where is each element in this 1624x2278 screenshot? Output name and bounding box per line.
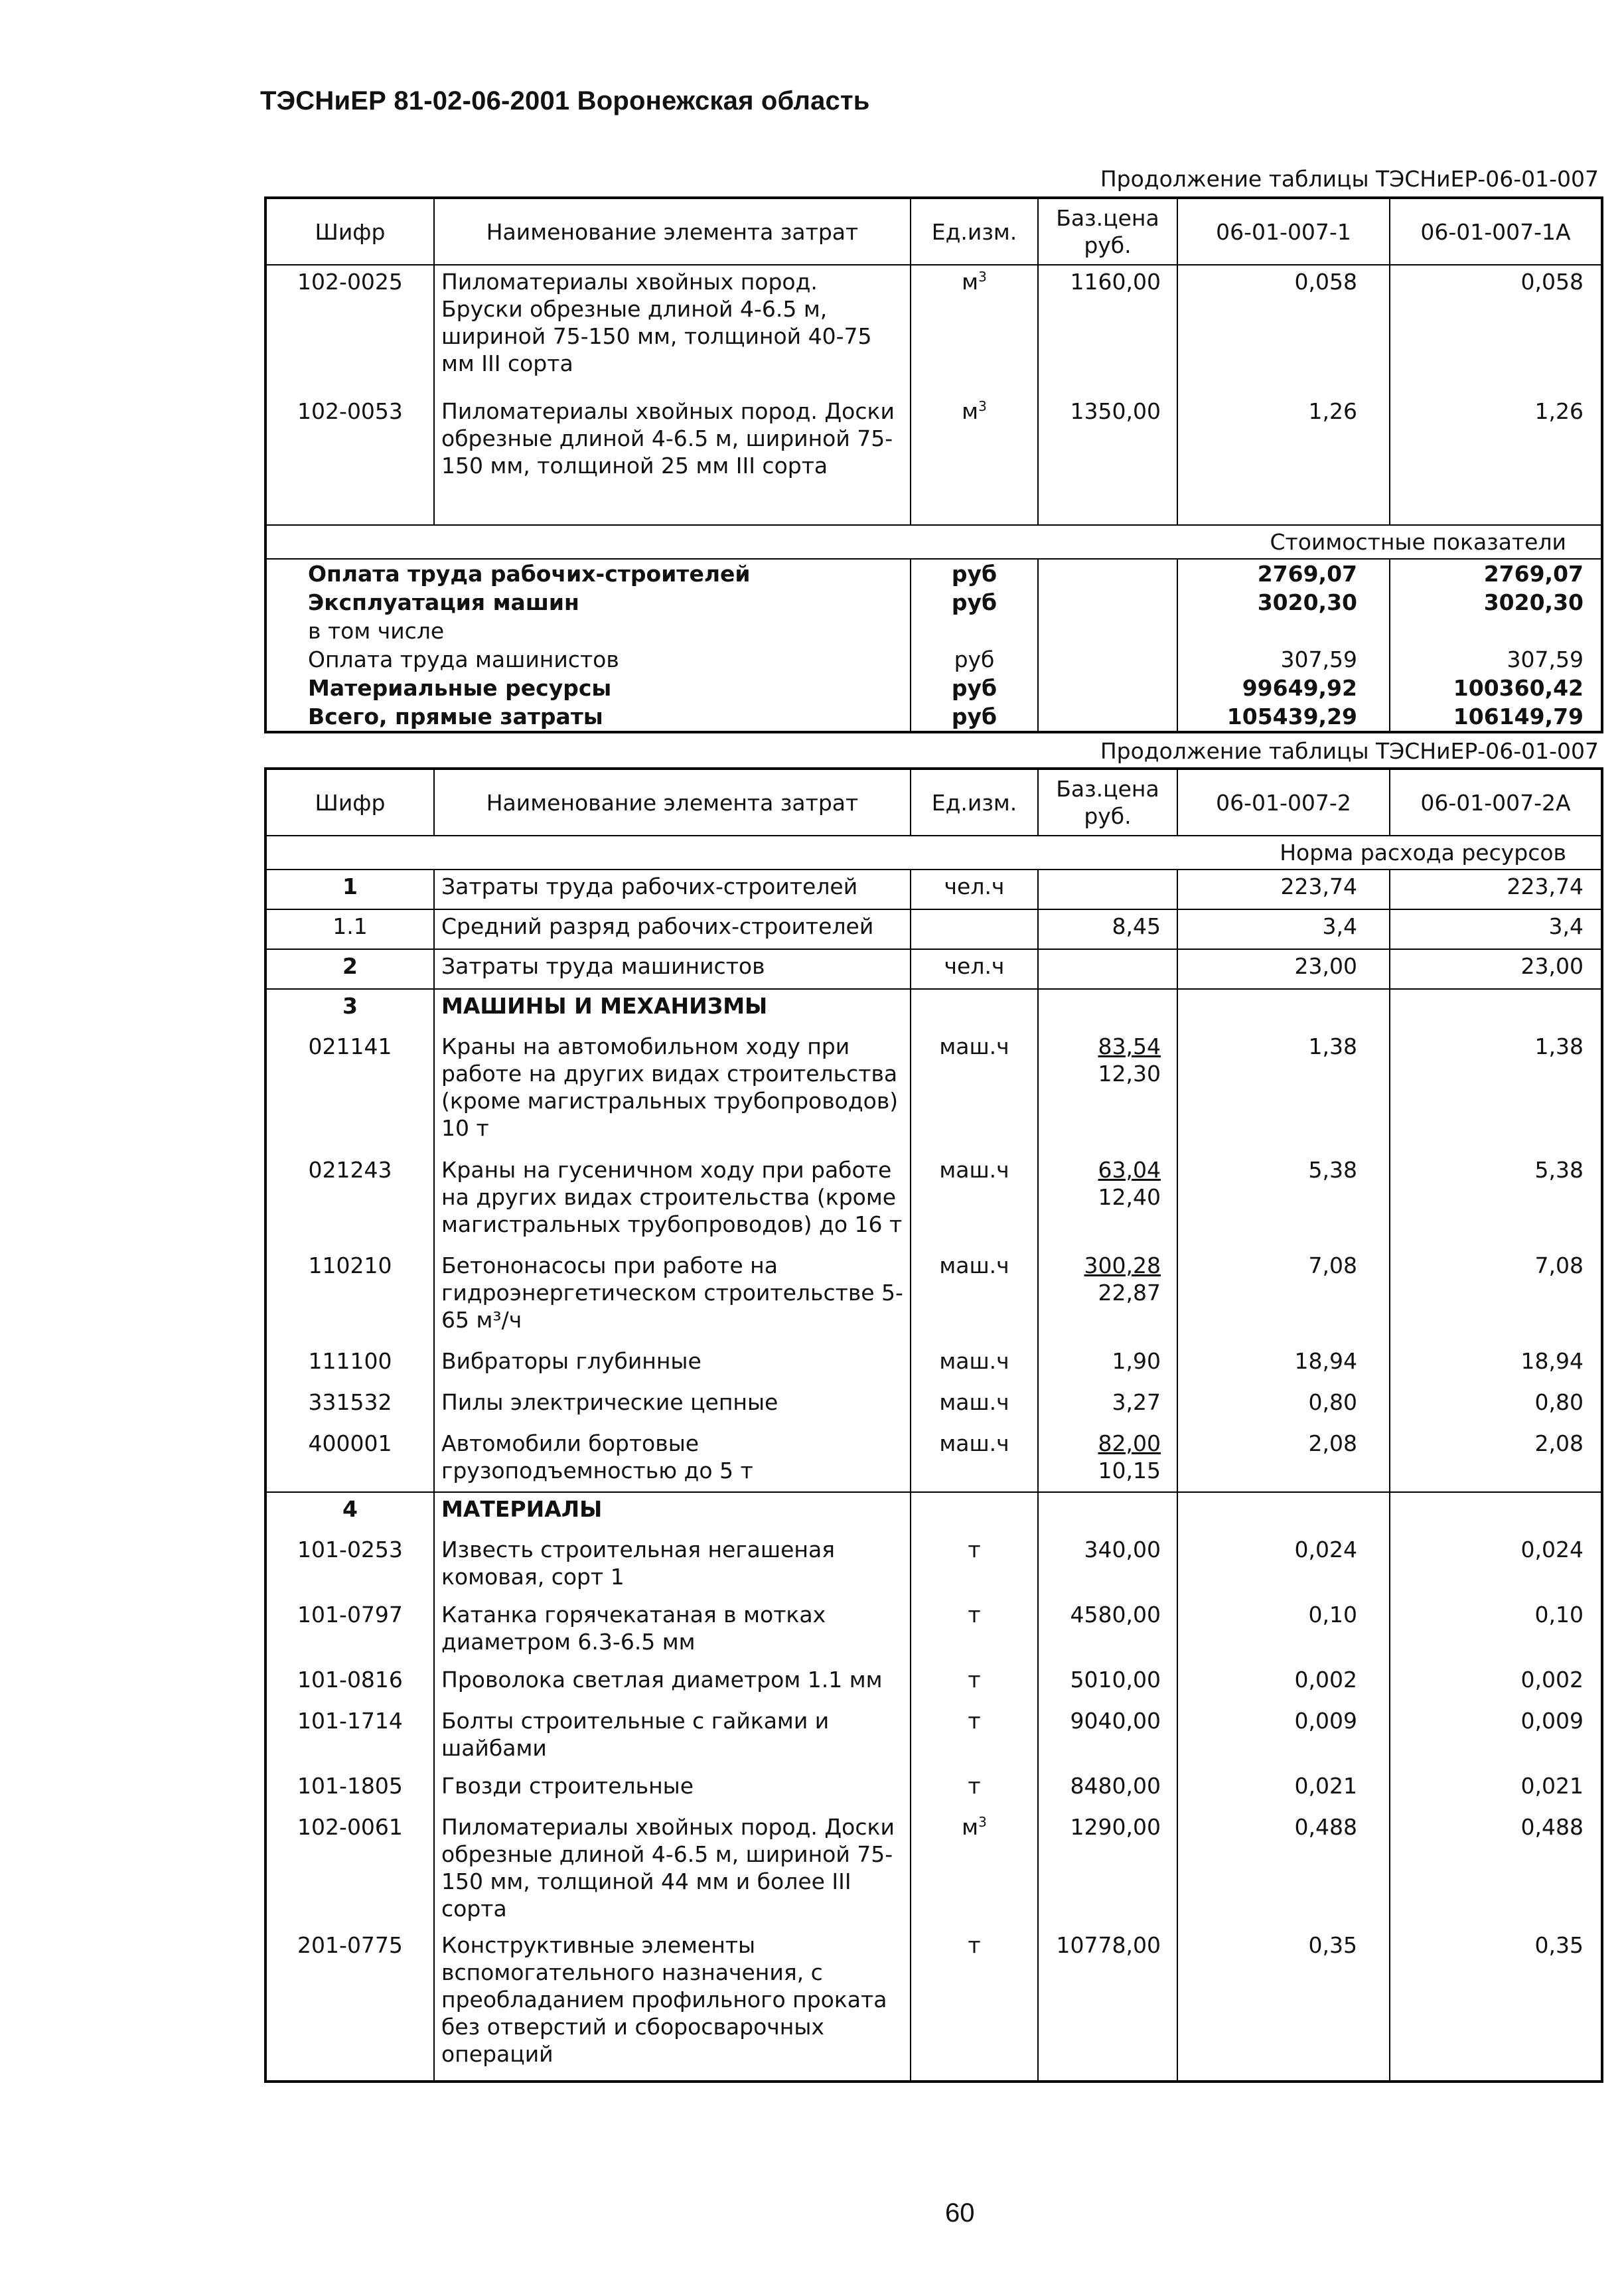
unit-exponent: 3 xyxy=(978,269,987,285)
unit-exponent: 3 xyxy=(978,1814,987,1830)
row-price: 8480,00 xyxy=(1038,1770,1177,1811)
row-value-2: 223,74 xyxy=(1390,870,1602,909)
row-value-2: 0,488 xyxy=(1520,1814,1584,1840)
summary-row xyxy=(265,617,1602,645)
summary-price xyxy=(1038,645,1177,674)
row-unit: маш.ч xyxy=(911,1386,1038,1427)
table-row xyxy=(265,909,1602,949)
row-name: МАШИНЫ И МЕХАНИЗМЫ xyxy=(434,989,911,1030)
row-code: 400001 xyxy=(265,1427,434,1492)
price-operator-wage: 12,40 xyxy=(1098,1184,1161,1210)
row-price: 8,45 xyxy=(1038,909,1177,949)
row-code: 102-0061 xyxy=(265,1811,434,1929)
summary-value-2: 307,59 xyxy=(1507,646,1584,672)
price-pair xyxy=(1098,1156,1161,1211)
row-name: Краны на гусеничном ходу при работе на других видах строительства (кроме магистральных трубопроводов) до 16 т xyxy=(434,1154,911,1249)
row-name: Пиломатериалы хвойных пород. Бруски обрезные длиной 4-6.5 м, шириной 75-150 мм, толщиной 40-75 мм III сорта xyxy=(434,265,911,395)
cost-indicators-label: Стоимостные показатели xyxy=(265,525,1602,559)
row-price xyxy=(1038,1492,1177,1533)
price-operator-wage: 22,87 xyxy=(1098,1280,1161,1306)
row-name: МАТЕРИАЛЫ xyxy=(434,1492,911,1533)
row-code: 101-1714 xyxy=(265,1705,434,1770)
table-row xyxy=(265,1811,1602,1929)
row-value-2: 18,94 xyxy=(1520,1348,1584,1374)
summary-value-2 xyxy=(1390,617,1602,645)
row-code: 3 xyxy=(265,989,434,1030)
row-value-2: 3,4 xyxy=(1390,909,1602,949)
col-header-norm-1a: 06-01-007-1А xyxy=(1390,198,1602,265)
price-pair xyxy=(1084,1252,1161,1306)
table-row xyxy=(265,1154,1602,1249)
row-name: Проволока светлая диаметром 1.1 мм xyxy=(434,1663,911,1705)
unit-exponent: 3 xyxy=(978,398,987,414)
summary-unit: руб xyxy=(911,559,1038,588)
row-unit: т xyxy=(911,1663,1038,1705)
row-value-1: 0,10 xyxy=(1177,1598,1390,1663)
row-price xyxy=(1038,1030,1177,1154)
summary-value-1: 99649,92 xyxy=(1177,674,1390,702)
summary-value-1: 2769,07 xyxy=(1177,559,1390,588)
row-value-1: 5,38 xyxy=(1177,1154,1390,1249)
row-price xyxy=(1038,1154,1177,1249)
table2-caption: Продолжение таблицы ТЭСНиЕР-06-01-007 xyxy=(1100,738,1599,764)
row-unit: т xyxy=(911,1598,1038,1663)
table-row xyxy=(265,1770,1602,1811)
price-total: 63,04 xyxy=(1098,1157,1161,1183)
row-value-1: 1,38 xyxy=(1177,1030,1390,1154)
row-unit xyxy=(911,909,1038,949)
norm-label-row xyxy=(265,836,1602,870)
row-name: Пилы электрические цепные xyxy=(434,1386,911,1427)
row-value-2: 1,38 xyxy=(1534,1033,1584,1059)
summary-value-1: 3020,30 xyxy=(1177,588,1390,617)
row-name: Пиломатериалы хвойных пород. Доски обрезные длиной 4-6.5 м, шириной 75-150 мм, толщиной 44 мм и более III сорта xyxy=(434,1811,911,1929)
row-price xyxy=(1038,870,1177,909)
resources-table-1 xyxy=(264,196,1603,733)
row-code: 111100 xyxy=(265,1345,434,1386)
row-value-1: 23,00 xyxy=(1177,949,1390,989)
table-row xyxy=(265,1249,1602,1345)
row-price xyxy=(1038,989,1177,1030)
row-code: 021243 xyxy=(265,1154,434,1249)
table-row xyxy=(265,949,1602,989)
row-price: 9040,00 xyxy=(1038,1705,1177,1770)
summary-value-2: 3020,30 xyxy=(1483,589,1584,615)
row-value-1: 2,08 xyxy=(1177,1427,1390,1492)
summary-price xyxy=(1038,617,1177,645)
row-code: 110210 xyxy=(265,1249,434,1345)
col-header-norm-2: 06-01-007-2 xyxy=(1177,769,1390,836)
row-value-1: 0,021 xyxy=(1177,1770,1390,1811)
row-value-2: 1,26 xyxy=(1534,398,1584,424)
summary-name: Оплата труда машинистов xyxy=(308,646,619,672)
row-value-1: 0,024 xyxy=(1177,1533,1390,1598)
col-header-name: Наименование элемента затрат xyxy=(434,198,911,265)
row-value-2: 5,38 xyxy=(1534,1157,1584,1183)
row-unit: т xyxy=(911,1705,1038,1770)
row-code: 331532 xyxy=(265,1386,434,1427)
row-price: 5010,00 xyxy=(1038,1663,1177,1705)
row-value-2: 0,80 xyxy=(1534,1389,1584,1415)
row-value-1: 0,058 xyxy=(1177,265,1390,395)
price-total: 300,28 xyxy=(1084,1253,1161,1278)
row-value-1: 1,26 xyxy=(1177,395,1390,525)
row-name: Пиломатериалы хвойных пород. Доски обрезные длиной 4-6.5 м, шириной 75-150 мм, толщиной 25 мм III сорта xyxy=(434,395,911,525)
table-row xyxy=(265,1929,1602,2082)
section-row xyxy=(265,1492,1602,1533)
table-row xyxy=(265,1386,1602,1427)
summary-row xyxy=(265,645,1602,674)
summary-value-2: 106149,79 xyxy=(1453,704,1584,729)
row-price xyxy=(1038,1427,1177,1492)
row-unit: чел.ч xyxy=(911,949,1038,989)
row-price: 1290,00 xyxy=(1038,1811,1177,1929)
row-unit: чел.ч xyxy=(911,870,1038,909)
page-number: 60 xyxy=(945,2198,975,2228)
row-code: 1 xyxy=(265,870,434,909)
row-code: 4 xyxy=(265,1492,434,1533)
table-row xyxy=(265,1598,1602,1663)
row-value-2: 0,058 xyxy=(1520,269,1584,295)
row-value-2: 0,024 xyxy=(1520,1537,1584,1562)
summary-price xyxy=(1038,559,1177,588)
price-operator-wage: 12,30 xyxy=(1098,1061,1161,1087)
row-unit: т xyxy=(911,1770,1038,1811)
row-name: Вибраторы глубинные xyxy=(434,1345,911,1386)
price-pair xyxy=(1098,1430,1161,1484)
table-row xyxy=(265,870,1602,909)
col-header-code: Шифр xyxy=(265,198,434,265)
norm-label: Норма расхода ресурсов xyxy=(265,836,1602,870)
summary-row xyxy=(265,702,1602,732)
table-row xyxy=(265,1345,1602,1386)
summary-value-2: 2769,07 xyxy=(1483,561,1584,587)
price-operator-wage: 10,15 xyxy=(1098,1458,1161,1483)
col-header-unit: Ед.изм. xyxy=(911,769,1038,836)
row-name: Известь строительная негашеная комовая, сорт 1 xyxy=(434,1533,911,1598)
col-header-name: Наименование элемента затрат xyxy=(434,769,911,836)
price-pair xyxy=(1098,1033,1161,1087)
row-value-2: 7,08 xyxy=(1534,1253,1584,1278)
row-name: Конструктивные элементы вспомогательного назначения, с преобладанием профильного проката без отверстий и сборосварочных операций xyxy=(434,1929,911,2082)
row-unit: маш.ч xyxy=(911,1249,1038,1345)
row-name: Катанка горячекатаная в мотках диаметром 6.3-6.5 мм xyxy=(434,1598,911,1663)
row-code: 101-0816 xyxy=(265,1663,434,1705)
row-unit: маш.ч xyxy=(911,1030,1038,1154)
row-name: Затраты труда машинистов xyxy=(434,949,911,989)
row-value-2: 0,021 xyxy=(1520,1773,1584,1799)
summary-name: Оплата труда рабочих-строителей xyxy=(308,561,751,587)
row-unit xyxy=(911,989,1038,1030)
row-name: Болты строительные с гайками и шайбами xyxy=(434,1705,911,1770)
table-row xyxy=(265,1663,1602,1705)
row-code: 021141 xyxy=(265,1030,434,1154)
col-header-norm-2a: 06-01-007-2А xyxy=(1390,769,1602,836)
document-title: ТЭСНиЕР 81-02-06-2001 Воронежская область xyxy=(260,86,870,115)
summary-value-2: 100360,42 xyxy=(1453,675,1584,701)
col-header-norm-1: 06-01-007-1 xyxy=(1177,198,1390,265)
table1-header-row xyxy=(265,198,1602,265)
price-total: 82,00 xyxy=(1098,1430,1161,1456)
row-value-1: 3,4 xyxy=(1177,909,1390,949)
row-price: 3,27 xyxy=(1038,1386,1177,1427)
row-name: Автомобили бортовые грузоподъемностью до 5 т xyxy=(434,1427,911,1492)
row-value-1: 0,35 xyxy=(1177,1929,1390,2082)
unit-text: м xyxy=(962,1814,979,1840)
summary-row xyxy=(265,588,1602,617)
row-unit xyxy=(911,265,1038,395)
summary-value-1: 105439,29 xyxy=(1177,702,1390,732)
row-price: 1,90 xyxy=(1038,1345,1177,1386)
col-header-unit: Ед.изм. xyxy=(911,198,1038,265)
row-price: 340,00 xyxy=(1038,1533,1177,1598)
row-unit xyxy=(911,1811,1038,1929)
cost-indicators-row xyxy=(265,525,1602,559)
row-value-1: 0,80 xyxy=(1177,1386,1390,1427)
row-value-2: 0,002 xyxy=(1520,1667,1584,1693)
price-total: 83,54 xyxy=(1098,1033,1161,1059)
row-unit: т xyxy=(911,1533,1038,1598)
row-value-2: 23,00 xyxy=(1390,949,1602,989)
row-value-2: 0,10 xyxy=(1534,1602,1584,1628)
row-unit: маш.ч xyxy=(911,1154,1038,1249)
row-value-1: 223,74 xyxy=(1177,870,1390,909)
summary-unit xyxy=(911,617,1038,645)
row-unit: маш.ч xyxy=(911,1427,1038,1492)
table-row xyxy=(265,1533,1602,1598)
row-value-1: 7,08 xyxy=(1177,1249,1390,1345)
table-row xyxy=(265,1030,1602,1154)
section-row xyxy=(265,989,1602,1030)
row-unit: т xyxy=(911,1929,1038,2082)
row-code: 1.1 xyxy=(265,909,434,949)
summary-price xyxy=(1038,674,1177,702)
summary-name: Материальные ресурсы xyxy=(308,675,612,701)
row-price: 1350,00 xyxy=(1038,395,1177,525)
row-value-1: 18,94 xyxy=(1177,1345,1390,1386)
row-price xyxy=(1038,949,1177,989)
row-code: 2 xyxy=(265,949,434,989)
row-name: Средний разряд рабочих-строителей xyxy=(434,909,911,949)
table2-header-row xyxy=(265,769,1602,836)
summary-price xyxy=(1038,588,1177,617)
row-code: 101-1805 xyxy=(265,1770,434,1811)
row-code: 101-0253 xyxy=(265,1533,434,1598)
row-value-2 xyxy=(1390,1492,1602,1533)
row-name: Гвозди строительные xyxy=(434,1770,911,1811)
col-header-price: Баз.цена руб. xyxy=(1038,198,1177,265)
row-name: Затраты труда рабочих-строителей xyxy=(434,870,911,909)
row-value-1 xyxy=(1177,1492,1390,1533)
row-code: 201-0775 xyxy=(265,1929,434,2082)
row-unit xyxy=(911,395,1038,525)
summary-price xyxy=(1038,702,1177,732)
row-value-1: 0,009 xyxy=(1177,1705,1390,1770)
summary-row xyxy=(265,559,1602,588)
summary-value-1: 307,59 xyxy=(1177,645,1390,674)
summary-unit: руб xyxy=(911,645,1038,674)
row-code: 101-0797 xyxy=(265,1598,434,1663)
row-value-1 xyxy=(1177,989,1390,1030)
row-price xyxy=(1038,1249,1177,1345)
table-row xyxy=(265,395,1602,525)
row-price: 4580,00 xyxy=(1038,1598,1177,1663)
row-value-1: 0,002 xyxy=(1177,1663,1390,1705)
row-unit: маш.ч xyxy=(911,1345,1038,1386)
row-code: 102-0053 xyxy=(265,395,434,525)
summary-name: Эксплуатация машин xyxy=(308,589,579,615)
row-value-2: 0,009 xyxy=(1520,1708,1584,1734)
col-header-price: Баз.цена руб. xyxy=(1038,769,1177,836)
unit-text: м xyxy=(962,398,979,424)
table-row xyxy=(265,1705,1602,1770)
summary-unit: руб xyxy=(911,702,1038,732)
summary-name: в том числе xyxy=(308,618,445,644)
summary-value-1 xyxy=(1177,617,1390,645)
row-value-2 xyxy=(1390,989,1602,1030)
table1-caption: Продолжение таблицы ТЭСНиЕР-06-01-007 xyxy=(1100,166,1599,192)
summary-row xyxy=(265,674,1602,702)
row-value-2: 2,08 xyxy=(1390,1427,1602,1492)
unit-text: м xyxy=(962,269,979,295)
row-value-2: 0,35 xyxy=(1534,1932,1584,1958)
row-value-1: 0,488 xyxy=(1177,1811,1390,1929)
row-name: Краны на автомобильном ходу при работе на других видах строительства (кроме магистральных трубопроводов) 10 т xyxy=(434,1030,911,1154)
row-code: 102-0025 xyxy=(265,265,434,395)
resources-table-2 xyxy=(264,767,1603,2083)
summary-name: Всего, прямые затраты xyxy=(308,704,603,729)
summary-unit: руб xyxy=(911,588,1038,617)
row-unit xyxy=(911,1492,1038,1533)
row-name: Бетононасосы при работе на гидроэнергетическом строительстве 5-65 м³/ч xyxy=(434,1249,911,1345)
row-price: 10778,00 xyxy=(1038,1929,1177,2082)
summary-unit: руб xyxy=(911,674,1038,702)
table-row xyxy=(265,265,1602,395)
table-row xyxy=(265,1427,1602,1492)
col-header-code: Шифр xyxy=(265,769,434,836)
row-price: 1160,00 xyxy=(1038,265,1177,395)
